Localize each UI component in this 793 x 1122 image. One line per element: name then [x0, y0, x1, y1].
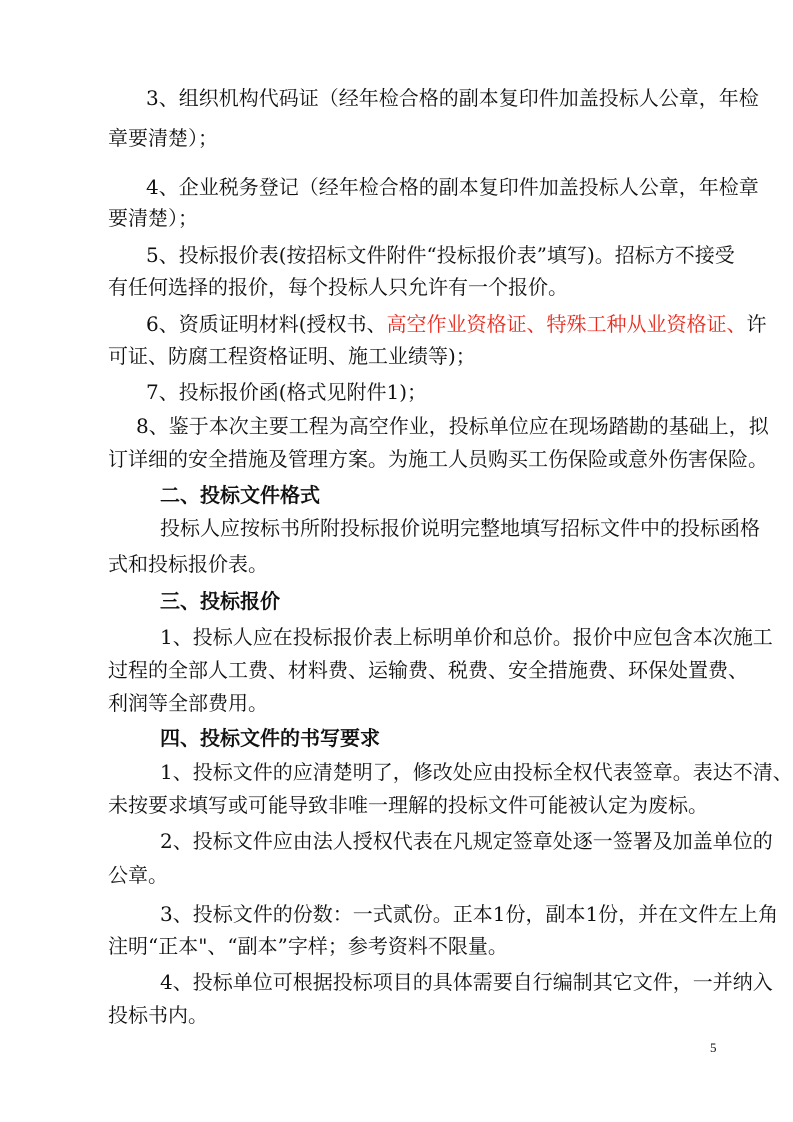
section-2-para-line-2: 式和投标报价表。	[108, 552, 268, 576]
item-8-line-1: 8、鉴于本次主要工程为高空作业，投标单位应在现场踏勘的基础上，拟	[136, 414, 769, 438]
section-4-item-3-line-2: 注明“正本"、“副本”字样；参考资料不限量。	[108, 934, 508, 958]
section-3-heading: 三、投标报价	[160, 589, 280, 613]
section-4-item-2-line-2: 公章。	[108, 863, 168, 887]
section-3-item-1-line-1: 1、投标人应在投标报价表上标明单价和总价。报价中应包含本次施工	[160, 625, 773, 649]
section-4-item-3-line-1: 3、投标文件的份数：一式贰份。正本1份，副本1份，并在文件左上角	[160, 902, 779, 926]
section-4-item-2-line-1: 2、投标文件应由法人授权代表在凡规定签章处逐一签署及加盖单位的	[160, 829, 773, 853]
item-7-line: 7、投标报价函(格式见附件1)；	[146, 380, 428, 404]
section-3-item-1-line-2: 过程的全部人工费、材料费、运输费、税费、安全措施费、环保处置费、	[108, 658, 748, 682]
item-8-line-2: 订详细的安全措施及管理方案。为施工人员购买工伤保险或意外伤害保险。	[108, 447, 768, 471]
item-4-line-1: 4、企业税务登记（经年检合格的副本复印件加盖投标人公章，年检章	[146, 175, 759, 199]
item-6-prefix: 6、资质证明材料(授权书、	[146, 312, 387, 336]
section-4-item-1-line-2: 未按要求填写或可能导致非唯一理解的投标文件可能被认定为废标。	[108, 793, 708, 817]
item-3-line-1: 3、组织机构代码证（经年检合格的副本复印件加盖投标人公章，年检	[146, 86, 759, 110]
item-5-line-2: 有任何选择的报价，每个投标人只允许有一个报价。	[108, 275, 568, 299]
item-4-line-2: 要清楚）；	[108, 206, 198, 230]
item-6-highlight: 高空作业资格证、特殊工种从业资格证、	[386, 312, 747, 336]
item-6-suffix: 许	[746, 312, 767, 336]
item-6-line-2: 可证、防腐工程资格证明、施工业绩等)；	[108, 344, 476, 368]
section-2-para-line-1: 投标人应按标书所附投标报价说明完整地填写招标文件中的投标函格	[160, 516, 760, 540]
item-5-line-1: 5、投标报价表(按招标文件附件“投标报价表”填写)。招标方不接受	[146, 243, 735, 267]
item-6-line-1	[146, 310, 767, 338]
section-3-item-1-line-3: 利润等全部费用。	[108, 691, 268, 715]
section-2-heading: 二、投标文件格式	[160, 483, 320, 507]
section-4-item-1-line-1: 1、投标文件的应清楚明了，修改处应由投标全权代表签章。表达不清、	[160, 760, 793, 784]
section-4-item-4-line-1: 4、投标单位可根据投标项目的具体需要自行编制其它文件，一并纳入	[160, 970, 773, 994]
section-4-item-4-line-2: 投标书内。	[108, 1003, 208, 1027]
page-number: 5	[710, 1040, 717, 1055]
section-4-heading: 四、投标文件的书写要求	[160, 726, 380, 750]
item-3-line-2: 章要清楚）；	[108, 126, 218, 150]
